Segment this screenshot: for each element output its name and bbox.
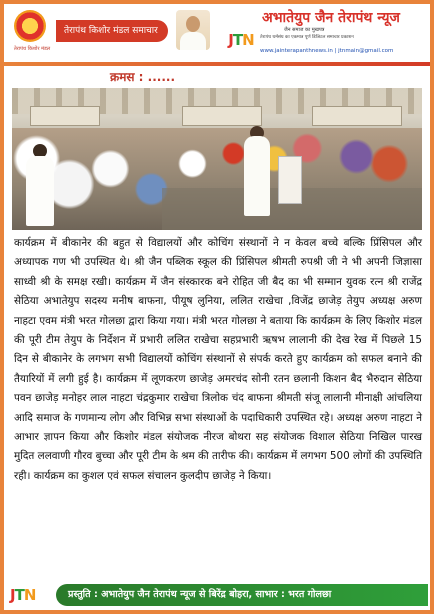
contact-line[interactable]: www.jainterapanthnews.in | jtnmain@gmail.com bbox=[260, 48, 394, 54]
section-label: तेरापंथ किशोर मंडल समाचार bbox=[56, 20, 168, 42]
kishor-mandal-logo bbox=[10, 8, 50, 54]
kramank-label: क्रमस : ...... bbox=[110, 70, 176, 84]
footer bbox=[4, 580, 430, 610]
podium bbox=[278, 156, 302, 204]
jtn-logo: JTN bbox=[228, 31, 254, 49]
paper-title: अभातेयुप जैन तेरापंथ न्यूज bbox=[262, 10, 400, 26]
event-photo bbox=[12, 88, 422, 230]
header-divider bbox=[4, 62, 430, 66]
speaker bbox=[244, 136, 270, 216]
article-body: कार्यक्रम में बीकानेर की बहुत से विद्यालयों और कोचिंग संस्थानों ने न केवल बच्चे बल्कि प्रिंसिपल और अध्यापक गण भी उपस्थित थे। श्री जैन पब्लिक स्कूल की प्रिंसिपल श्रीमती रुपश्री जी ने भी अपनी जिज्ञासा साध्वी श्री के समक्ष रखी। कार्यक्रम में जैन संस्कारक बने रोहित जी बैद का भी सम्मान युवक रत्न श्री राजेंद्र सेठिया अभातेयुप सदस्य मनीष बाफना, पीयूष लुनिया, ललित राखेचा ,विजेंद्र छाजेड़ तेयुप अध्यक्ष अरुण नाहटा एवम मंत्री भरत गोलछा द्वारा किया गया। मंत्री भरत गोलछा ने बताया कि कार्यक्रम के लिए किशोर मंडल की पूरी टीम तेयुप के निर्देशन में प्रभारी ललित राखेचा सहप्रभारी ऋषभ लालानी की देख रेख में पिछले 15 दिन से बीकानेर के लगभग सभी विद्यालयों कोचिंग संस्थानों से संपर्क करते हुए कार्यक्रम को सफल बनाने की तैयारियों में लगी हुई है। कार्यक्रम में लूणकरण छाजेड़ अमरचंद सोनी रतन छलानी किशन बैद भैरुदान सेठिया पवन छाजेड़ मनोहर लाल नाहटा चंद्रकुमार राखेचा त्रिलोक चंद बाफना श्रीमती संजू लालानी मीनाक्षी आंचलिया आदि समाज के गणमान्य लोग और विभिन्न सभा संस्थाओं के पदाधिकारी उपस्थित रहे। अध्यक्ष अरुण नाहटा ने आभार ज्ञापन किया और किशोर मंडल संयोजक नीरज बोथरा सह संयोजक विशाल सेठिया निखिल पारख मुदित ललवाणी गौरव बुच्चा और पूरी टीम के श्रम की तारीफ की। कार्यक्रम में लगभग 500 लोगों की उपस्थिति रही। कार्यक्रम का कुशल एवं सफल संचालन कुलदीप छाजेड़ ने किया। bbox=[14, 237, 422, 482]
header bbox=[4, 4, 430, 66]
emblem-icon bbox=[14, 10, 46, 42]
logo-caption: तेरापंथ किशोर मंडल bbox=[13, 46, 51, 52]
sub-line: तेरापंथ धर्मसंघ का एकमात्र पूर्ण डिजिटल समाचार प्रकाशन bbox=[260, 35, 354, 40]
footer-credit: प्रस्तुति : अभातेयुप जैन तेरापंथ न्यूज से बिरेंद्र बोहरा, साभार : भरत गोलछा bbox=[56, 584, 428, 606]
acharya-portrait bbox=[176, 10, 210, 50]
tagline: जैन समाज का मुखपत्र bbox=[284, 27, 325, 33]
footer-jtn-logo: JTN bbox=[10, 586, 36, 604]
